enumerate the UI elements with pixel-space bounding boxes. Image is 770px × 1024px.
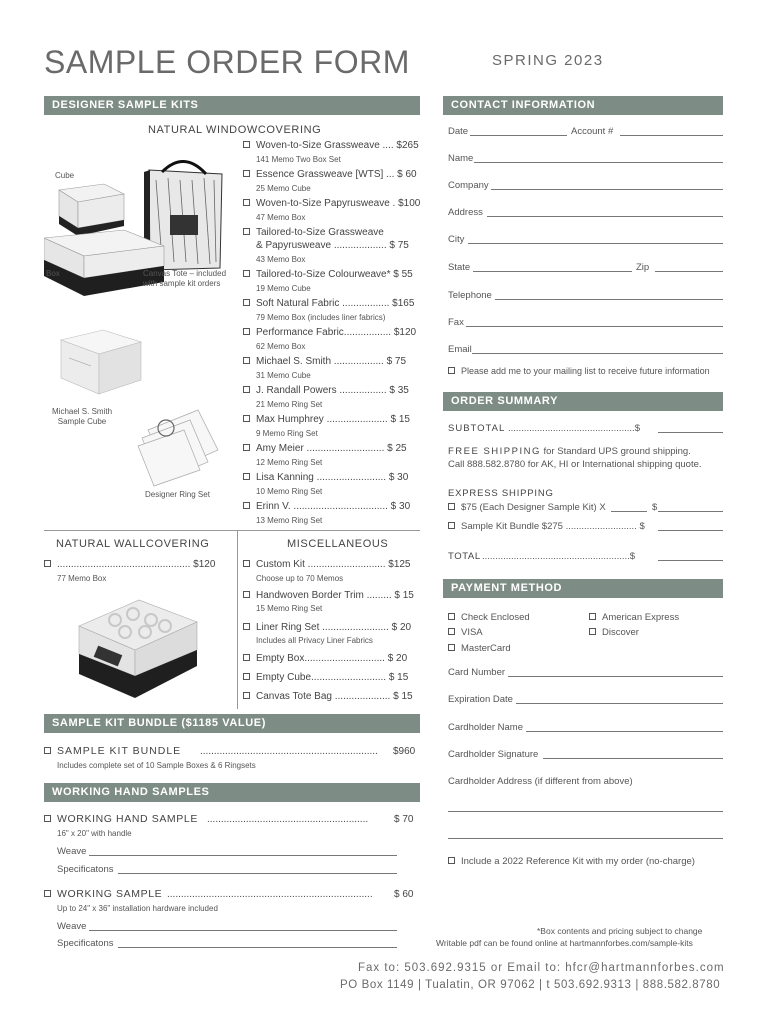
express-checkbox-1[interactable]	[448, 503, 455, 510]
misc-checkbox-6[interactable]	[243, 692, 250, 699]
company-label: Company	[448, 180, 489, 191]
pdf-note: Writable pdf can be found online at hartmannforbes.com/sample-kits	[436, 938, 693, 948]
hand-sample-sub: 16" x 20" with handle	[57, 829, 132, 838]
working-sample-item[interactable]: WORKING SAMPLE	[44, 888, 162, 900]
hand-sample-dots: ..........................................................	[207, 814, 369, 825]
kit-item-8[interactable]: Michael S. Smith .................. $ 75	[243, 355, 406, 368]
kit-checkbox-11[interactable]	[243, 444, 250, 451]
discover-checkbox[interactable]	[589, 628, 596, 635]
misc-item-4[interactable]: Empty Box............................. $ 20	[243, 652, 407, 665]
zip-field[interactable]	[655, 271, 723, 272]
express-option-2[interactable]: Sample Kit Bundle $275 ........................... $	[448, 521, 645, 533]
hand-sample-item[interactable]: WORKING HAND SAMPLE	[44, 813, 198, 825]
reference-kit-checkbox[interactable]	[448, 857, 455, 864]
kit-item-10[interactable]: Max Humphrey ...................... $ 15	[243, 413, 410, 426]
kit-sub-1: 141 Memo Two Box Set	[256, 155, 341, 164]
kit-checkbox-8[interactable]	[243, 357, 250, 364]
mastercard-checkbox[interactable]	[448, 644, 455, 651]
state-label: State	[448, 262, 471, 273]
summary-bar: ORDER SUMMARY	[443, 392, 723, 411]
working-sample-sub: Up to 24" x 36" installation hardware included	[57, 904, 218, 913]
date-label: Date	[448, 126, 469, 137]
express-option-1[interactable]: $75 (Each Designer Sample Kit) X	[448, 502, 606, 514]
express-qty-field[interactable]	[611, 511, 647, 512]
express-dollar: $	[652, 502, 658, 513]
wall-sub: 77 Memo Box	[57, 574, 107, 583]
hand-samples-bar: WORKING HAND SAMPLES	[44, 783, 420, 802]
holder-address-field-2[interactable]	[448, 838, 723, 839]
reference-kit-option[interactable]: Include a 2022 Reference Kit with my order (no-charge)	[448, 856, 695, 868]
kit-checkbox-7[interactable]	[243, 328, 250, 335]
kit-checkbox-1[interactable]	[243, 141, 250, 148]
kit-checkbox-3[interactable]	[243, 199, 250, 206]
name-label: Name	[448, 153, 474, 164]
account-field[interactable]	[620, 135, 723, 136]
kit-sub-3: 47 Memo Box	[256, 213, 306, 222]
total-field[interactable]	[658, 560, 723, 561]
check-checkbox[interactable]	[448, 613, 455, 620]
kit-sub-4: 43 Memo Box	[256, 255, 306, 264]
kit-item-4[interactable]: Tailored-to-Size Grassweave	[243, 226, 384, 239]
holder-signature-field[interactable]	[543, 758, 723, 759]
email-label: Email	[448, 344, 472, 355]
mastercard-option[interactable]: MasterCard	[448, 643, 511, 655]
holder-name-label: Cardholder Name	[448, 722, 523, 733]
kit-sub-7: 62 Memo Box	[256, 342, 306, 351]
bundle-bar: SAMPLE KIT BUNDLE ($1185 VALUE)	[44, 714, 420, 733]
misc-checkbox-3[interactable]	[243, 623, 250, 630]
footer-contact: Fax to: 503.692.9315 or Email to: hfcr@hartmannforbes.com	[358, 962, 725, 974]
ms-smith-cube-photo	[55, 318, 145, 398]
zip-label: Zip	[636, 262, 650, 273]
kit-item-11[interactable]: Amy Meier ............................ $ 25	[243, 442, 407, 455]
ms-cube-caption: Michael S. Smith Sample Cube	[52, 407, 113, 426]
kit-item-1[interactable]: Woven-to-Size Grassweave .... $265	[243, 139, 419, 152]
express-checkbox-2[interactable]	[448, 522, 455, 529]
address-label: Address	[448, 207, 483, 218]
box-contents-note: *Box contents and pricing subject to change	[537, 926, 703, 936]
column-divider	[237, 531, 238, 709]
misc-item-3[interactable]: Liner Ring Set ........................ $ 20	[243, 621, 411, 634]
misc-item-6[interactable]: Canvas Tote Bag .................... $ 15	[243, 690, 413, 703]
fax-field[interactable]	[466, 326, 723, 327]
company-field[interactable]	[491, 189, 723, 190]
date-field[interactable]	[470, 135, 567, 136]
ring-set-caption: Designer Ring Set	[145, 490, 210, 499]
kit-checkbox-13[interactable]	[243, 502, 250, 509]
footer-address: PO Box 1149 | Tualatin, OR 97062 | t 503.692.9313 | 888.582.8780	[340, 979, 721, 991]
bundle-dots: ................................................................	[200, 746, 378, 757]
kit-sub-8: 31 Memo Cube	[256, 371, 311, 380]
telephone-label: Telephone	[448, 290, 492, 301]
specs-field-2[interactable]	[118, 947, 397, 948]
holder-name-field[interactable]	[526, 731, 723, 732]
hand-sample-checkbox[interactable]	[44, 815, 51, 822]
kit-checkbox-5[interactable]	[243, 270, 250, 277]
kit-item-3[interactable]: Woven-to-Size Papyrusweave . $100	[243, 197, 420, 210]
expiration-field[interactable]	[516, 703, 723, 704]
window-header: NATURAL WINDOWCOVERING	[148, 124, 322, 136]
express-label: EXPRESS SHIPPING	[448, 488, 554, 499]
account-label: Account #	[571, 126, 614, 137]
specs-label-1: Specificatons	[57, 864, 114, 875]
bundle-price: $960	[393, 746, 416, 757]
kit-item-12[interactable]: Lisa Kanning ......................... $ 30	[243, 471, 408, 484]
weave-field-1[interactable]	[89, 855, 397, 856]
misc-sub-3: Includes all Privacy Liner Fabrics	[256, 636, 373, 645]
amex-checkbox[interactable]	[589, 613, 596, 620]
total-dots: ........................................................$	[482, 551, 636, 562]
misc-checkbox-2[interactable]	[243, 591, 250, 598]
kit-sub-12: 10 Memo Ring Set	[256, 487, 323, 496]
card-number-label: Card Number	[448, 667, 506, 678]
wallcovering-box-photo	[75, 592, 200, 704]
bundle-sub: Includes complete set of 10 Sample Boxes & 6 Ringsets	[57, 761, 256, 770]
subtotal-label: SUBTOTAL	[448, 423, 506, 434]
kit-sub-13: 13 Memo Ring Set	[256, 516, 323, 525]
misc-sub-1: Choose up to 70 Memos	[256, 574, 344, 583]
kit-checkbox-9[interactable]	[243, 386, 250, 393]
email-field[interactable]	[472, 353, 723, 354]
name-field[interactable]	[474, 162, 723, 163]
kit-item-9[interactable]: J. Randall Powers ................. $ 35	[243, 384, 409, 397]
weave-label-1: Weave	[57, 846, 87, 857]
discover-option[interactable]: Discover	[589, 627, 639, 639]
state-field[interactable]	[473, 271, 632, 272]
kit-checkbox-10[interactable]	[243, 415, 250, 422]
bundle-ship-field[interactable]	[658, 530, 723, 531]
kit-checkbox-6[interactable]	[243, 299, 250, 306]
city-label: City	[448, 234, 465, 245]
kit-sub-6: 79 Memo Box (includes liner fabrics)	[256, 313, 386, 322]
tote-caption: Canvas Tote – included with sample kit orders	[143, 269, 227, 288]
working-sample-checkbox[interactable]	[44, 890, 51, 897]
kit-sub-10: 9 Memo Ring Set	[256, 429, 318, 438]
kit-sub-11: 12 Memo Ring Set	[256, 458, 323, 467]
misc-checkbox-5[interactable]	[243, 673, 250, 680]
kit-sub-9: 21 Memo Ring Set	[256, 400, 323, 409]
box-caption: Box	[46, 269, 60, 278]
hand-sample-price: $ 70	[394, 814, 414, 825]
misc-item-1[interactable]: Custom Kit ............................ $125	[243, 558, 411, 571]
bundle-item[interactable]: SAMPLE KIT BUNDLE	[44, 745, 181, 757]
season-label: SPRING 2023	[492, 52, 604, 69]
designer-kits-bar: DESIGNER SAMPLE KITS	[44, 96, 420, 115]
misc-item-2[interactable]: Handwoven Border Trim ......... $ 15	[243, 589, 414, 602]
specs-label-2: Specificatons	[57, 938, 114, 949]
mailing-list-option[interactable]: Please add me to your mailing list to receive future information	[448, 365, 710, 377]
weave-label-2: Weave	[57, 921, 87, 932]
bundle-checkbox[interactable]	[44, 747, 51, 754]
free-shipping-text: FREE SHIPPING for Standard UPS ground shipping.	[448, 446, 691, 457]
contact-bar: CONTACT INFORMATION	[443, 96, 723, 115]
kit-item-13[interactable]: Erinn V. .................................. $ 30	[243, 500, 410, 513]
amex-option[interactable]: American Express	[589, 612, 679, 624]
weave-field-2[interactable]	[89, 930, 397, 931]
working-sample-price: $ 60	[394, 889, 414, 900]
holder-signature-label: Cardholder Signature	[448, 749, 539, 760]
misc-item-5[interactable]: Empty Cube........................... $ 15	[243, 671, 408, 684]
specs-field-1[interactable]	[118, 873, 397, 874]
kit-checkbox-2[interactable]	[243, 170, 250, 177]
page-title: SAMPLE ORDER FORM	[44, 44, 410, 80]
visa-checkbox[interactable]	[448, 628, 455, 635]
misc-checkbox-1[interactable]	[243, 560, 250, 567]
check-option[interactable]: Check Enclosed	[448, 612, 530, 624]
kit-sub-5: 19 Memo Cube	[256, 284, 311, 293]
misc-header: MISCELLANEOUS	[287, 538, 389, 550]
expiration-label: Expiration Date	[448, 694, 513, 705]
wall-header: NATURAL WALLCOVERING	[56, 538, 210, 550]
section-divider	[44, 530, 420, 531]
kit-checkbox-4[interactable]	[243, 228, 250, 235]
wall-item[interactable]: ................................................ $120	[44, 558, 215, 571]
mailing-list-checkbox[interactable]	[448, 367, 455, 374]
visa-option[interactable]: VISA	[448, 627, 483, 639]
kit-checkbox-12[interactable]	[243, 473, 250, 480]
kit-item-4-line2: & Papyrusweave ................... $ 75	[256, 240, 409, 251]
misc-checkbox-4[interactable]	[243, 654, 250, 661]
kit-item-5[interactable]: Tailored-to-Size Colourweave* $ 55	[243, 268, 413, 281]
kit-item-7[interactable]: Performance Fabric................. $120	[243, 326, 416, 339]
telephone-field[interactable]	[495, 299, 723, 300]
holder-address-field-1[interactable]	[448, 811, 723, 812]
express-amount-field[interactable]	[658, 511, 723, 512]
city-field[interactable]	[468, 243, 723, 244]
payment-bar: PAYMENT METHOD	[443, 579, 723, 598]
kit-item-6[interactable]: Soft Natural Fabric ................. $165	[243, 297, 414, 310]
subtotal-dots: ................................................$	[508, 423, 640, 434]
card-number-field[interactable]	[508, 676, 723, 677]
working-sample-dots: ..........................................................................	[167, 889, 373, 900]
kit-sub-2: 25 Memo Cube	[256, 184, 311, 193]
subtotal-field[interactable]	[658, 432, 723, 433]
kit-item-2[interactable]: Essence Grassweave [WTS] ... $ 60	[243, 168, 417, 181]
ring-set-photo	[128, 400, 228, 488]
cube-caption: Cube	[55, 171, 75, 180]
wall-checkbox[interactable]	[44, 560, 51, 567]
total-label: TOTAL	[448, 551, 481, 562]
misc-sub-2: 15 Memo Ring Set	[256, 604, 323, 613]
address-field[interactable]	[487, 216, 723, 217]
call-text: Call 888.582.8780 for AK, HI or International shipping quote.	[448, 459, 702, 470]
holder-address-label: Cardholder Address (if different from above)	[448, 776, 633, 787]
fax-label: Fax	[448, 317, 464, 328]
